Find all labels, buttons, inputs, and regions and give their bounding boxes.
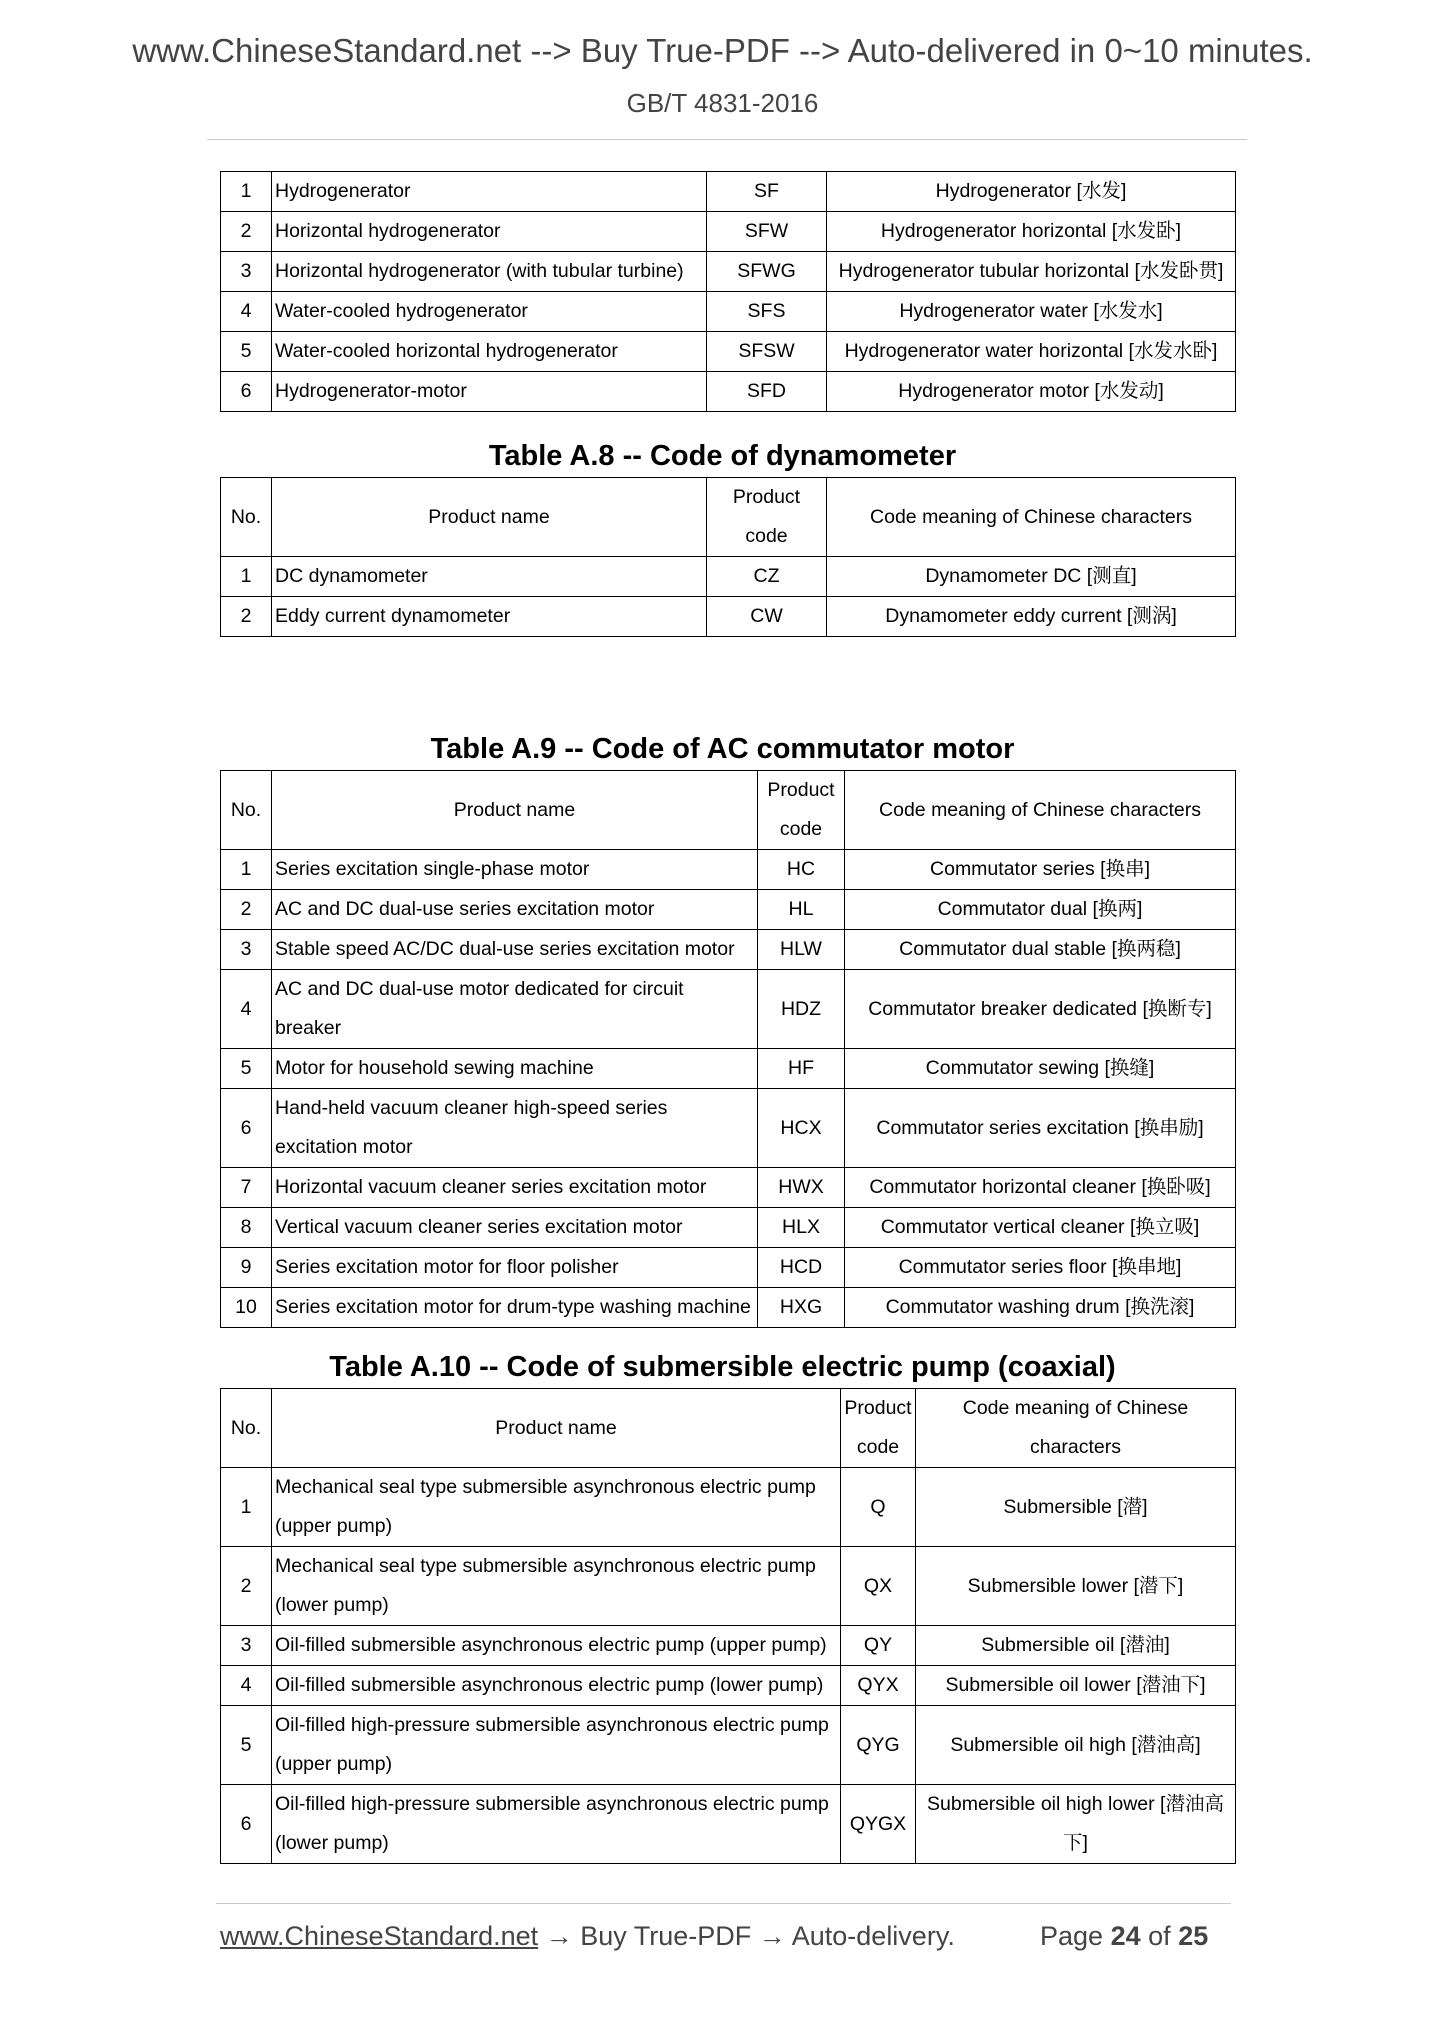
cell-no [221,557,272,597]
cell-no-text: 1 [240,180,252,202]
footer-links [220,1921,955,1952]
cell-product-code [707,292,827,332]
cell-no-text: 3 [240,1634,252,1656]
cell-product-code-text: QYG [856,1733,900,1756]
cell-product-code [707,557,827,597]
cell-product-name [272,930,758,970]
cell-no-text: 4 [240,1674,252,1696]
cell-code-meaning [916,1666,1236,1706]
of-label: of [1148,1921,1171,1951]
cell-code-meaning-text: Submersible oil lower [潜油下] [945,1674,1206,1696]
table-a8-title: Table A.8 -- Code of dynamometer [488,440,957,472]
header-code-line-2: code [745,525,788,547]
cell-code-meaning [845,1248,1236,1288]
cell-product-name-text: Hydrogenerator-motor [275,380,467,402]
cell-product-code-text: QY [863,1634,893,1656]
cell-product-code-text: HXG [779,1296,823,1318]
cell-product-name-text: Water-cooled hydrogenerator [275,300,528,322]
page-total: 25 [1178,1921,1209,1951]
table-row [221,1248,1236,1288]
cell-product-name [272,1248,758,1288]
table-row [221,372,1236,412]
header-code-line-2: code [779,818,823,840]
table-row [221,1706,1236,1785]
header-code-line-2: code [856,1436,900,1458]
cell-no [221,252,272,292]
cell-no-text: 10 [235,1296,257,1318]
cell-product-code-text: QX [863,1574,893,1597]
cell-product-name [272,1208,758,1248]
cell-code-meaning [845,850,1236,890]
cell-product-name-text: Mechanical seal type submersible asynchronous electric pump [275,1476,816,1498]
table-header-row [221,771,1236,850]
cell-product-code-text: HC [786,858,816,880]
header-meaning-line-2: characters [1029,1436,1122,1458]
cell-no-text: 2 [240,220,252,242]
cell-code-meaning [916,1626,1236,1666]
cell-code-meaning-text: Commutator dual stable [换两稳] [899,938,1181,960]
cell-no-text: 2 [240,605,252,627]
cell-product-name-text: Mechanical seal type submersible asynchronous electric pump [275,1555,816,1577]
cell-code-meaning-text: Dynamometer eddy current [测涡] [885,605,1177,627]
header-cell-name: Product name [272,1389,841,1468]
cell-product-code-text: Q [870,1495,886,1518]
cell-product-name [272,372,707,412]
cell-product-code [758,1248,845,1288]
cell-code-meaning-text: Commutator vertical cleaner [换立吸] [880,1216,1200,1238]
cell-product-name [272,332,707,372]
cell-no-text: 9 [240,1256,252,1278]
cell-product-name [272,252,707,292]
table-row [221,1666,1236,1706]
header-code-line-1: Product [767,779,835,801]
page-label: Page [1040,1921,1104,1951]
cell-product-code [707,597,827,637]
cell-product-code [841,1666,916,1706]
cell-code-meaning-text: Commutator series floor [换串地] [898,1256,1182,1278]
table-row [221,890,1236,930]
cell-product-name-text: Oil-filled submersible asynchronous electric pump (upper pump) [275,1634,827,1656]
table-row [221,252,1236,292]
cell-no-text: 6 [240,1812,252,1835]
cell-no [221,1208,272,1248]
table-row [221,1626,1236,1666]
table-row [221,332,1236,372]
header-cell-no: No. [221,771,272,850]
header-cell-name: Product name [272,771,758,850]
cell-no-text: 3 [240,260,252,282]
header-code-line-1: Product [732,486,801,508]
table-a8 [220,477,1236,637]
header-cell-code [841,1389,916,1468]
cell-code-meaning [827,172,1236,212]
cell-product-code [841,1547,916,1626]
cell-product-name [272,890,758,930]
table-row [221,1168,1236,1208]
cell-code-meaning [827,332,1236,372]
cell-code-meaning [845,1089,1236,1168]
header-cell-code [758,771,845,850]
cell-code-meaning [916,1706,1236,1785]
cell-product-name-text: Stable speed AC/DC dual-use series excitation motor [275,938,735,960]
cell-product-name-text: AC and DC dual-use series excitation motor [275,898,655,920]
cell-product-name-text: Motor for household sewing machine [275,1057,594,1079]
cell-product-code-text: HF [788,1057,814,1079]
cell-product-name-text: (lower pump) [275,1594,389,1616]
cell-product-name-text: Oil-filled high-pressure submersible asynchronous electric pump [275,1714,829,1736]
cell-product-name [272,292,707,332]
cell-code-meaning [827,372,1236,412]
cell-product-name [272,1468,841,1547]
cell-product-name [272,212,707,252]
cell-product-code [707,332,827,372]
cell-product-code-text: HLX [782,1216,820,1238]
cell-product-code-text: SFWG [737,260,796,282]
cell-no [221,332,272,372]
table-row [221,850,1236,890]
cell-no-text: 6 [240,380,252,402]
cell-product-name-text: Oil-filled high-pressure submersible asynchronous electric pump [275,1793,829,1815]
cell-product-code [841,1626,916,1666]
cell-product-name-text: (lower pump) [275,1832,389,1854]
header-cell-no: No. [221,1389,272,1468]
table-row [221,1288,1236,1328]
table-header-row [221,1389,1236,1468]
cell-code-meaning [845,890,1236,930]
cell-no-text: 1 [240,565,252,587]
cell-product-name-text: excitation motor [275,1136,413,1158]
header-cell-meaning: Code meaning of Chinese characters [827,478,1236,557]
cell-product-name [272,557,707,597]
site-link[interactable]: www.ChineseStandard.net [220,1921,539,1951]
cell-product-code [707,212,827,252]
cell-no-text: 5 [240,1733,252,1756]
cell-product-code [707,172,827,212]
cell-code-meaning [845,970,1236,1049]
cell-product-code [841,1706,916,1785]
cell-product-name [272,970,758,1049]
cell-no [221,850,272,890]
table-row [221,1785,1236,1864]
cell-no [221,292,272,332]
table-a10 [220,1388,1236,1864]
cell-product-code-text: SFD [747,380,786,402]
header-cell-meaning: Code meaning of Chinese characters [845,771,1236,850]
table-row [221,1208,1236,1248]
cell-product-name [272,1666,841,1706]
cell-product-name [272,1785,841,1864]
page-number: 24 [1110,1921,1141,1951]
cell-no [221,1706,272,1785]
cell-no-text: 5 [240,1057,252,1079]
cell-no-text: 2 [240,898,252,920]
cell-product-name-text: Water-cooled horizontal hydrogenerator [275,340,618,362]
cell-no [221,970,272,1049]
cell-no-text: 3 [240,938,252,960]
cell-product-code-text: QYGX [849,1812,907,1835]
cell-product-code-text: HL [788,898,814,920]
table-a10-title: Table A.10 -- Code of submersible electric pump (coaxial) [329,1351,1116,1383]
cell-product-name-text: Series excitation single-phase motor [275,858,590,880]
cell-product-code [758,1168,845,1208]
cell-product-code [758,1089,845,1168]
cell-no-text: 2 [240,1574,252,1597]
cell-product-name-text: Series excitation motor for drum-type washing machine [275,1296,751,1318]
header-cell-name: Product name [272,478,707,557]
cell-product-code [758,970,845,1049]
header-meaning-line-1: Code meaning of Chinese [962,1397,1189,1419]
cell-product-name [272,1706,841,1785]
cell-code-meaning [827,212,1236,252]
table-a9-title: Table A.9 -- Code of AC commutator motor [430,733,1015,765]
cell-code-meaning-text: Submersible [潜] [1003,1495,1148,1518]
cell-code-meaning-text: Hydrogenerator motor [水发动] [898,380,1164,402]
cell-product-name-text: breaker [275,1017,342,1039]
table-row [221,172,1236,212]
cell-no-text: 1 [240,858,252,880]
cell-product-code-text: SFW [744,220,789,242]
cell-code-meaning-text: Hydrogenerator water horizontal [水发水卧] [844,340,1218,362]
cell-code-meaning [845,1288,1236,1328]
cell-product-name-text: Eddy current dynamometer [275,605,511,627]
cell-product-code-text: SFS [747,300,786,322]
page-indicator [1040,1921,1208,1952]
cell-no [221,597,272,637]
cell-no-text: 1 [240,1495,252,1518]
cell-no-text: 6 [240,1116,252,1139]
cell-product-name-text: Series excitation motor for floor polisher [275,1256,619,1278]
cell-no [221,1049,272,1089]
cell-code-meaning [827,557,1236,597]
table-row [221,1049,1236,1089]
cell-code-meaning [845,1049,1236,1089]
cell-no-text: 7 [240,1176,252,1198]
cell-product-code [758,1288,845,1328]
cell-product-code [841,1785,916,1864]
cell-no [221,1666,272,1706]
cell-product-code-text: HWX [778,1176,824,1198]
cell-no [221,172,272,212]
cell-product-name-text: Horizontal vacuum cleaner series excitation motor [275,1176,707,1198]
cell-code-meaning-text: Dynamometer DC [测直] [925,565,1137,587]
cell-no-text: 4 [240,300,252,322]
cell-product-name [272,1626,841,1666]
cell-code-meaning-text: Submersible lower [潜下] [967,1574,1184,1597]
cell-product-name [272,1168,758,1208]
table-row [221,1089,1236,1168]
cell-product-code [758,890,845,930]
cell-product-code [707,252,827,292]
cell-no-text: 5 [240,340,252,362]
table-a7-continued [220,171,1236,412]
cell-code-meaning-text: Commutator series [换串] [930,858,1150,880]
cell-no [221,890,272,930]
cell-code-meaning [845,930,1236,970]
cell-product-name-text: Horizontal hydrogenerator (with tubular turbine) [275,260,684,282]
cell-product-name [272,1049,758,1089]
cell-code-meaning-text: Hydrogenerator [水发] [935,180,1127,202]
cell-product-code-text: HLW [780,938,822,960]
cell-no [221,1288,272,1328]
cell-code-meaning [916,1547,1236,1626]
cell-product-code [758,1049,845,1089]
cell-code-meaning-text: Commutator sewing [换缝] [925,1057,1155,1079]
header-cell-no: No. [221,478,272,557]
cell-product-name-text: DC dynamometer [275,565,428,587]
cell-product-code-text: CZ [753,565,780,587]
cell-no [221,1626,272,1666]
cell-code-meaning-text: Commutator dual [换两] [937,898,1143,920]
cell-code-meaning [827,597,1236,637]
cell-code-meaning [845,1208,1236,1248]
cell-product-code-text: SFSW [738,340,795,362]
cell-product-name [272,850,758,890]
header-rule [207,139,1247,140]
table-row [221,597,1236,637]
cell-no-text: 4 [240,997,252,1020]
cell-product-name [272,172,707,212]
header-banner: www.ChineseStandard.net --> Buy True-PDF --> Auto-delivered in 0~10 minutes. [132,32,1313,69]
cell-product-name-text: Oil-filled submersible asynchronous electric pump (lower pump) [275,1674,824,1696]
cell-code-meaning-text: 下] [1063,1832,1088,1854]
cell-product-code [758,930,845,970]
cell-product-name-text: (upper pump) [275,1753,393,1775]
cell-no [221,1468,272,1547]
cell-no [221,1168,272,1208]
cell-product-name [272,1547,841,1626]
cell-product-code [707,372,827,412]
cell-code-meaning-text: Commutator horizontal cleaner [换卧吸] [869,1176,1211,1198]
cell-product-code [841,1468,916,1547]
table-a9 [220,770,1236,1328]
table-row [221,1468,1236,1547]
cell-product-code [758,1208,845,1248]
footer-rule [216,1903,1231,1904]
cell-product-code-text: SF [754,180,779,202]
table-header-row [221,478,1236,557]
cell-no [221,212,272,252]
table-row [221,970,1236,1049]
cell-code-meaning [827,252,1236,292]
cell-no [221,930,272,970]
cell-product-code-text: QYX [857,1674,899,1696]
cell-product-code-text: HDZ [780,997,822,1020]
table-row [221,212,1236,252]
cell-product-code [758,850,845,890]
cell-code-meaning-text: Submersible oil high lower [潜油高 [927,1793,1224,1815]
table-row [221,1547,1236,1626]
cell-product-name [272,1288,758,1328]
cell-code-meaning-text: Hydrogenerator water [水发水] [899,300,1163,322]
cell-product-name-text: AC and DC dual-use motor dedicated for circuit [275,978,684,1000]
cell-code-meaning-text: Submersible oil high [潜油高] [950,1733,1201,1756]
table-row [221,292,1236,332]
cell-product-name-text: Hydrogenerator [275,180,411,202]
cell-product-name-text: Vertical vacuum cleaner series excitation motor [275,1216,683,1238]
cell-code-meaning [916,1785,1236,1864]
cell-product-code-text: CW [750,605,783,627]
header-cell-meaning [916,1389,1236,1468]
table-row [221,557,1236,597]
cell-code-meaning-text: Commutator washing drum [换洗滚] [885,1296,1195,1318]
cell-no [221,1089,272,1168]
cell-no [221,1785,272,1864]
cell-product-name [272,1089,758,1168]
table-row [221,930,1236,970]
cell-product-name [272,597,707,637]
cell-code-meaning-text: Commutator breaker dedicated [换断专] [868,997,1212,1020]
cell-product-name-text: Hand-held vacuum cleaner high-speed series [275,1097,668,1119]
footer-tagline: → Buy True-PDF → Auto-delivery. [538,1921,955,1951]
cell-no-text: 8 [240,1216,252,1238]
cell-product-name-text: Horizontal hydrogenerator [275,220,501,242]
cell-product-code-text: HCD [779,1256,823,1278]
cell-code-meaning-text: Hydrogenerator tubular horizontal [水发卧贯] [838,260,1224,282]
cell-code-meaning [916,1468,1236,1547]
cell-no [221,1547,272,1626]
header-cell-code [707,478,827,557]
header-code-line-1: Product [844,1397,912,1419]
cell-no [221,1248,272,1288]
cell-code-meaning [845,1168,1236,1208]
cell-product-name-text: (upper pump) [275,1515,393,1537]
cell-code-meaning [827,292,1236,332]
cell-no [221,372,272,412]
cell-product-code-text: HCX [780,1116,822,1139]
cell-code-meaning-text: Submersible oil [潜油] [981,1634,1170,1656]
standard-number: GB/T 4831-2016 [626,88,819,118]
cell-code-meaning-text: Commutator series excitation [换串励] [876,1116,1204,1139]
cell-code-meaning-text: Hydrogenerator horizontal [水发卧] [880,220,1182,242]
